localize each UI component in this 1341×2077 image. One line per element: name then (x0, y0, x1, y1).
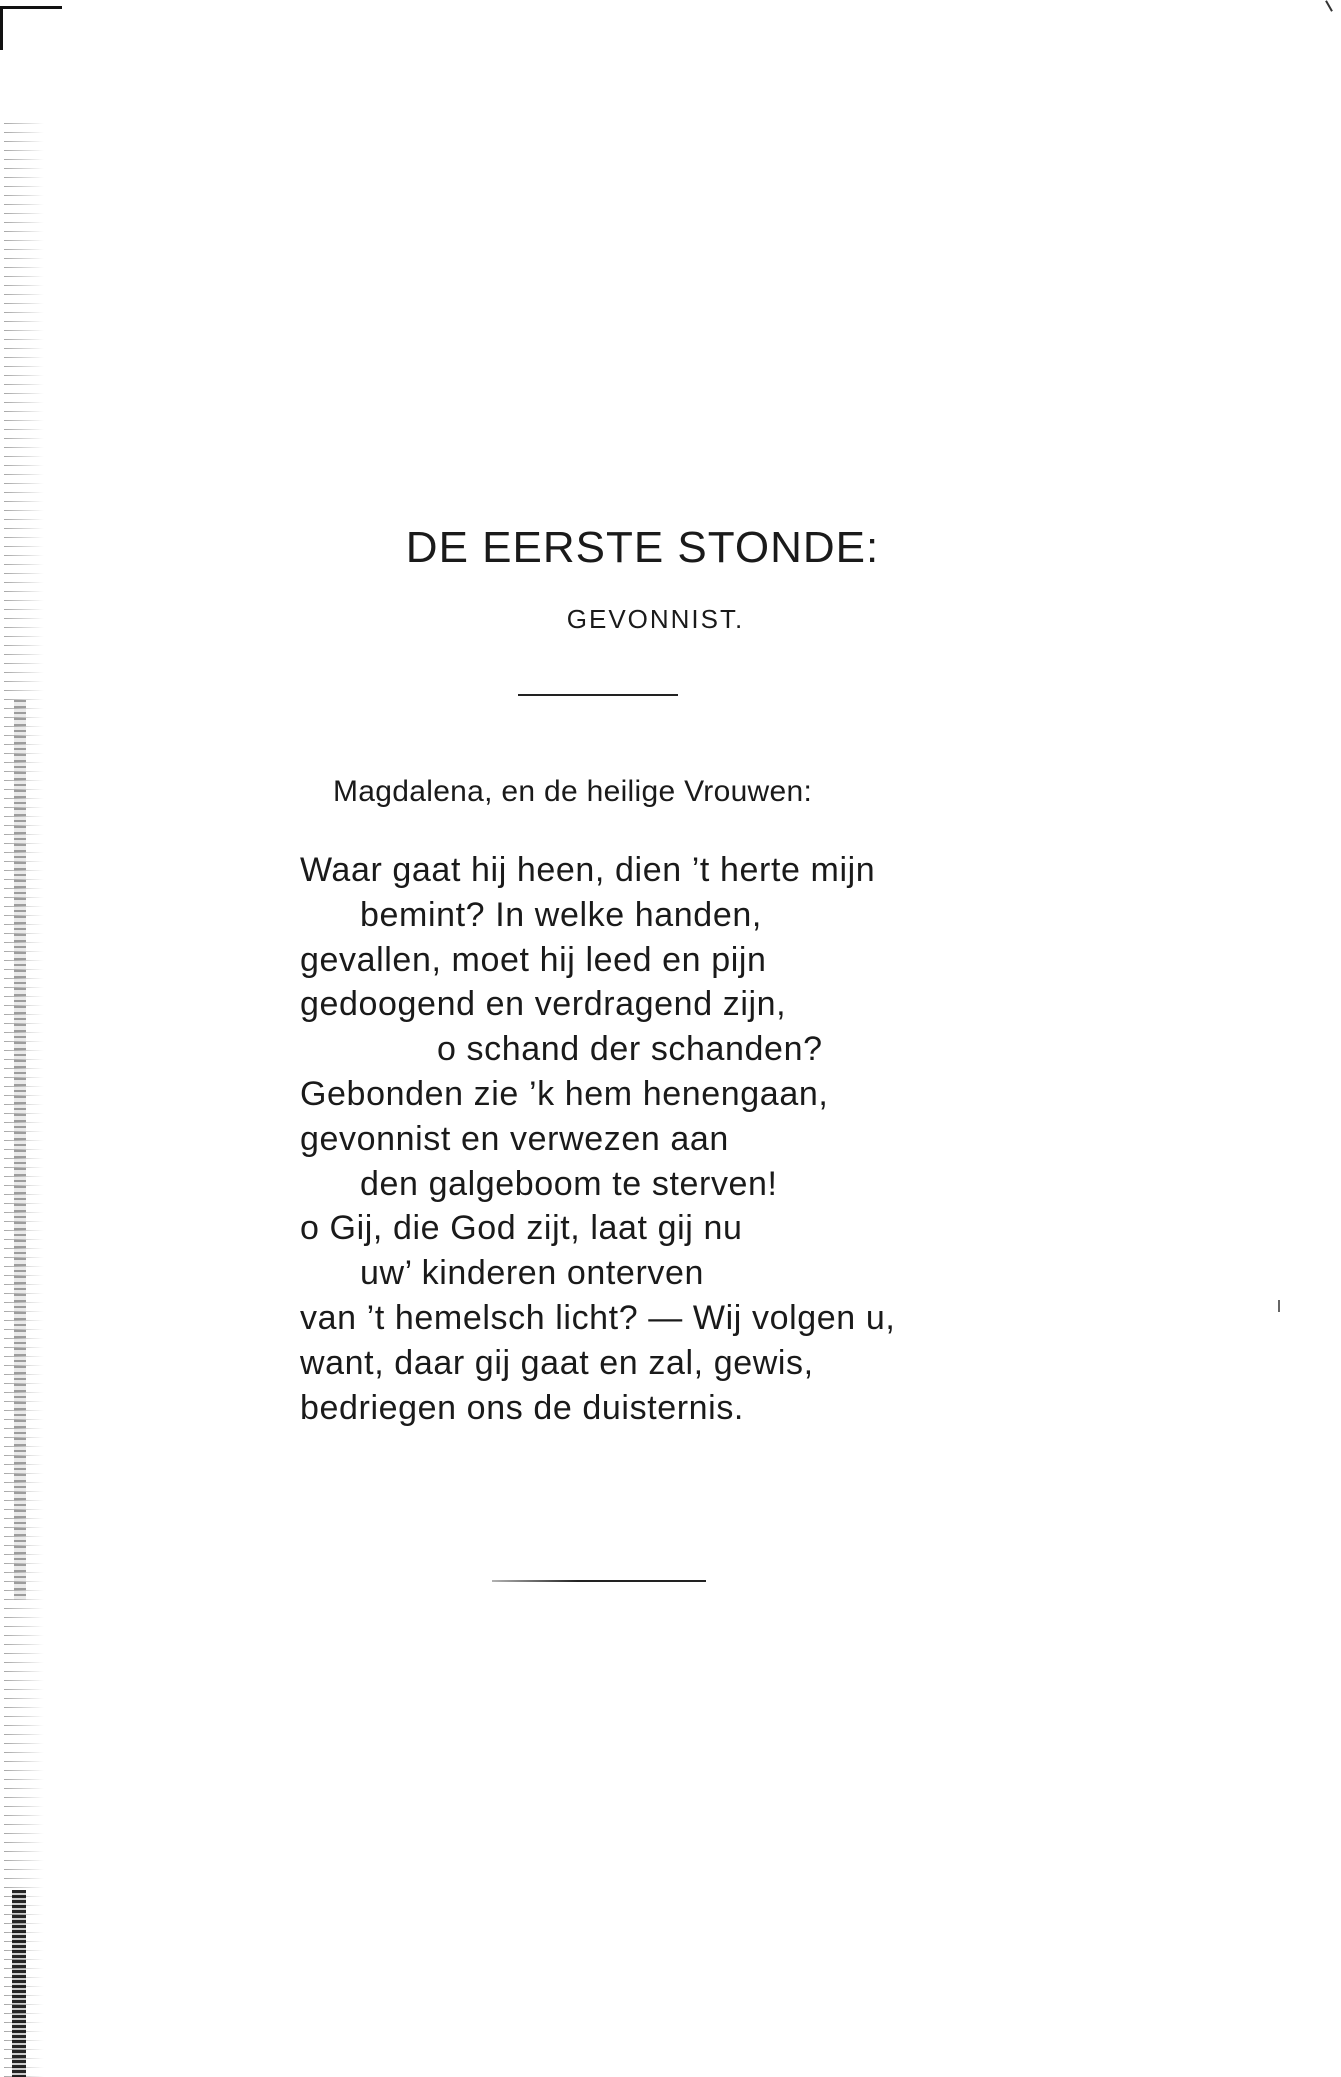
page-subtitle (0, 602, 1341, 636)
verse-line: gevonnist en verwezen aan (300, 1119, 729, 1158)
divider-rule-top (518, 694, 678, 696)
divider-rule-bottom (492, 1580, 706, 1582)
scan-stray-dot (1278, 1300, 1280, 1312)
page-subtitle-text: GEVONNIST. (566, 604, 745, 634)
page-title-text: DE EERSTE STONDE: (405, 523, 880, 572)
verse-line: gevallen, moet hij leed en pijn (300, 940, 767, 979)
scan-corner-mark (0, 6, 62, 9)
verse-line: want, daar gij gaat en zal, gewis, (300, 1343, 814, 1382)
verse-line: Gebonden zie ’k hem henengaan, (300, 1074, 829, 1113)
poem-verse (300, 848, 1040, 1430)
speaker-line: Magdalena, en de heilige Vrouwen: (333, 775, 813, 808)
verse-line: Waar gaat hij heen, dien ’t herte mijn (300, 851, 876, 889)
verse-line: gedoogend en verdragend zijn, (300, 985, 787, 1024)
verse-line: bedriegen ons de duisternis. (300, 1388, 744, 1427)
scan-corner-mark-vertical (0, 6, 3, 50)
verse-line: uw’ kinderen onterven (360, 1254, 704, 1293)
verse-line: bemint? In welke handen, (360, 895, 762, 934)
verse-line: o Gij, die God zijt, laat gij nu (300, 1209, 743, 1248)
scan-stray-mark (1325, 0, 1333, 11)
binding-edge-dark (14, 700, 26, 1600)
binding-edge-bottom (12, 1890, 26, 2077)
verse-line: van ’t hemelsch licht? — Wij volgen u, (300, 1298, 896, 1337)
verse-line: o schand der schanden? (437, 1030, 823, 1069)
page-title (0, 520, 1341, 576)
verse-line: den galgeboom te sterven! (360, 1164, 778, 1203)
